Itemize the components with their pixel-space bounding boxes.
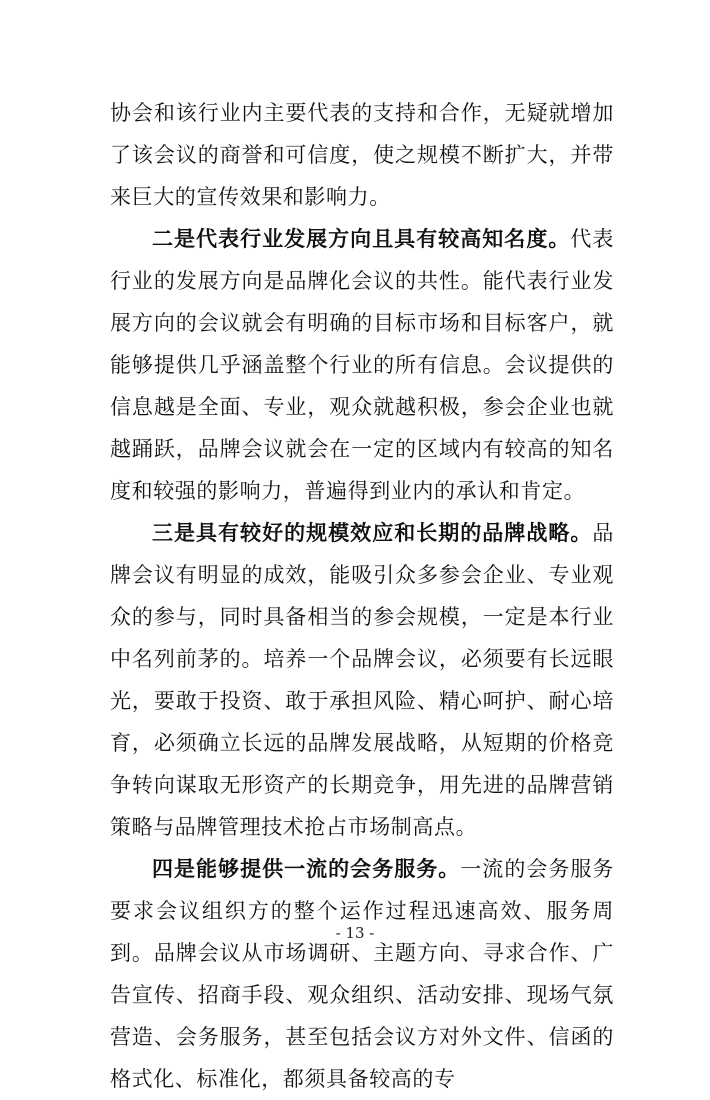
paragraph-text: 代表行业的发展方向是品牌化会议的共性。能代表行业发展方向的会议就会有明确的目标市场和目标客户，就能够提供几乎涵盖整个行业的所有信息。会议提供的信息越是全面、专业，观众就越积极，参会企业也就越踊跃，品牌会议就会在一定的区域内有较高的知名度和较强的影响力，普遍得到业内的承认和肯定。 <box>110 227 614 503</box>
paragraph-lead-heading: 二是代表行业发展方向且具有较高知名度。 <box>152 226 571 251</box>
paragraph-point-three <box>110 512 614 848</box>
paragraph-text: 品牌会议有明显的成效，能吸引众多参会企业、专业观众的参与，同时具备相当的参会规模，一定是本行业中名列前茅的。培养一个品牌会议，必须要有长远眼光，要敢于投资、敢于承担风险、精心呵护、耐心培育，必须确立长远的品牌发展战略，从短期的价格竞争转向谋取无形资产的长期竞争，用先进的品牌营销策略与品牌管理技术抢占市场制高点。 <box>110 521 614 839</box>
paragraph-point-two <box>110 218 614 512</box>
page-number: - 13 - <box>335 924 375 942</box>
paragraph-lead-heading: 四是能够提供一流的会务服务。 <box>152 856 461 881</box>
paragraph-continuation <box>110 92 614 218</box>
paragraph-text: 一流的会务服务要求会议组织方的整个运作过程迅速高效、服务周到。品牌会议从市场调研、主题方向、寻求合作、广告宣传、招商手段、观众组织、活动安排、现场气氛营造、会务服务，甚至包括会议方对外文件、信函的格式化、标准化，都须具备较高的专 <box>110 857 614 1091</box>
paragraph-text: 协会和该行业内主要代表的支持和合作，无疑就增加了该会议的商誉和可信度，使之规模不断扩大，并带来巨大的宣传效果和影响力。 <box>110 101 614 209</box>
paragraph-point-four <box>110 848 614 1100</box>
paragraph-lead-heading: 三是具有较好的规模效应和长期的品牌战略。 <box>152 520 593 545</box>
document-body <box>110 92 614 1100</box>
